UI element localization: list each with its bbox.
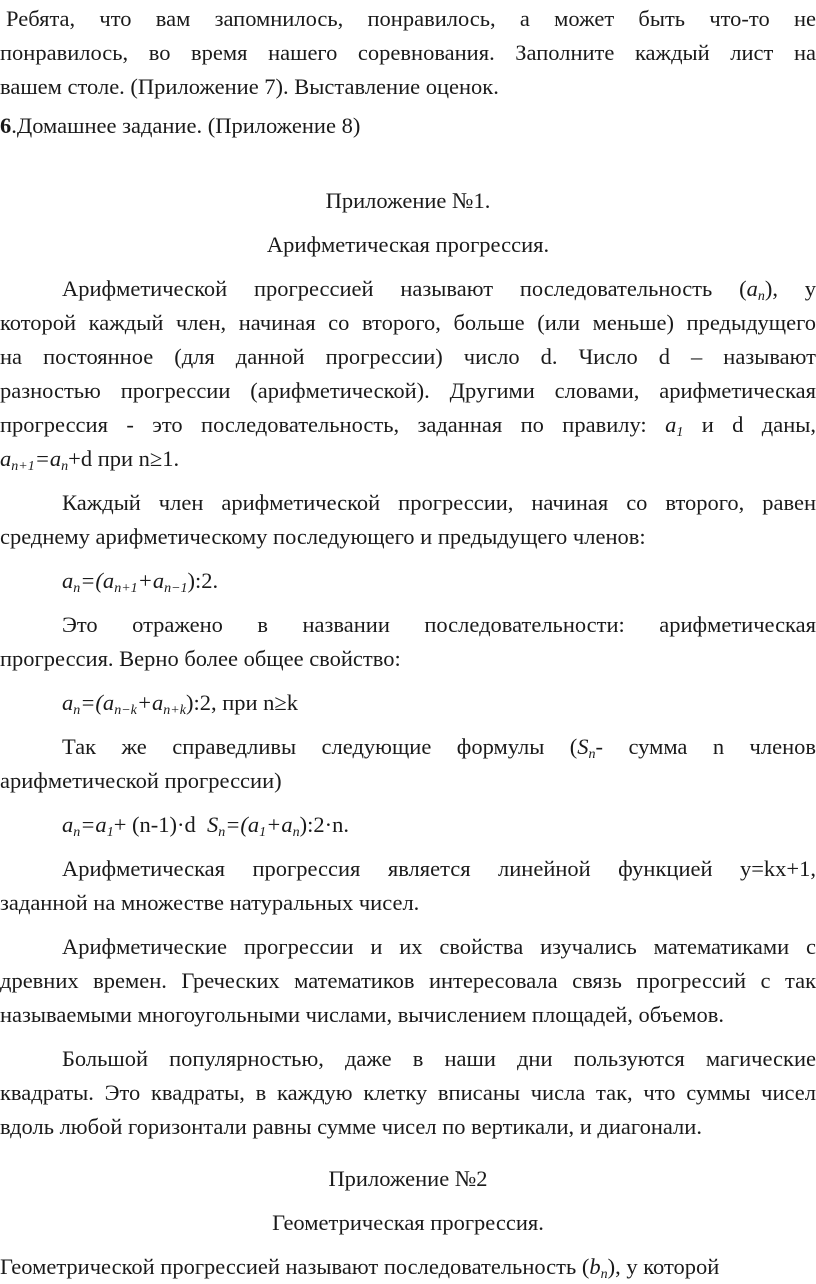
formula-mean-tail: ):2. xyxy=(187,568,219,593)
formula-b-n: $b_n$ xyxy=(589,1254,608,1282)
homework-text: .Домашнее задание. (Приложение 8) xyxy=(11,113,361,138)
formula-s-n: $S_n$ xyxy=(577,734,596,762)
app1-p1-line-2: которой каждый член, начиная со второго, больше (или меньше) предыдущего xyxy=(0,310,816,335)
app1-p5-line-1: Арифметическая прогрессия является линейной функцией y=kx+1, xyxy=(62,856,816,881)
app1-p7-line-1: Большой популярностью, даже в наши дни пользуются магические xyxy=(62,1046,816,1071)
app1-p1-text-a: Арифметической прогрессией называют последовательность ( xyxy=(62,276,747,301)
formula-sum-tail: ):2·n. xyxy=(299,812,349,837)
intro-line-3: вашем столе. (Приложение 7). Выставление оценок. xyxy=(0,74,499,99)
app1-p1-line-5 xyxy=(0,408,816,442)
formula-general-tail: ):2, при n≥k xyxy=(185,690,299,715)
intro-line-1: Ребята, что вам запомнилось, понравилось, а может быть что-то не xyxy=(6,6,816,31)
app1-p6-line-1: Арифметические прогрессии и их свойства изучались математиками с xyxy=(62,934,816,959)
formula-mean-expr: $a_n=(a_{n+1}+a_{n-1}$ xyxy=(62,568,188,596)
appendix-1-title: Арифметическая прогрессия. xyxy=(266,232,550,257)
app1-p4-text-b: - сумма n членов xyxy=(595,734,816,759)
appendix-2-title: Геометрическая прогрессия. xyxy=(272,1210,544,1235)
formula-general-expr: $a_n=(a_{n-k}+a_{n+k}$ xyxy=(62,690,186,718)
app1-p1-line-3: на постоянное (для данной прогрессии) число d. Число d – называют xyxy=(0,344,816,369)
app1-p2-line-2: среднему арифметическому последующего и предыдущего членов: xyxy=(0,524,646,549)
app1-p1-text-b: ), у xyxy=(764,276,816,301)
app1-p1-line-6 xyxy=(0,442,816,476)
app1-p1-text-e: +d при n≥1. xyxy=(68,446,180,471)
formula-general xyxy=(0,686,816,720)
homework-number: 6 xyxy=(0,113,12,138)
app2-p1-text-a: Геометрической прогрессией называют последовательность ( xyxy=(0,1254,590,1279)
formula-sum-expr: $S_n=(a_1+a_n$ xyxy=(206,812,300,840)
app1-p2-line-1: Каждый член арифметической прогрессии, начиная со второго, равен xyxy=(62,490,816,515)
appendix-2-heading: Приложение №2 xyxy=(328,1166,488,1191)
app1-p4-line-1 xyxy=(0,730,816,764)
app1-p4-text-a: Так же справедливы следующие формулы ( xyxy=(62,734,578,759)
formula-nth-tail: + (n-1)·d xyxy=(113,812,196,837)
formula-recurrence: $a_{n+1}=a_n$ xyxy=(0,446,69,474)
app1-p1-line-4: разностью прогрессии (арифметической). Другими словами, арифметическая xyxy=(0,378,816,403)
formula-a-n: $a_n$ xyxy=(746,276,765,304)
app1-p7-line-2: квадраты. Это квадраты, в каждую клетку вписаны числа так, что суммы чисел xyxy=(0,1080,816,1105)
homework-line xyxy=(0,109,816,143)
app2-p1-text-b: ), у которой xyxy=(607,1254,720,1279)
appendix-1-heading: Приложение №1. xyxy=(325,188,491,213)
app1-p4-line-2: арифметической прогрессии) xyxy=(0,768,282,793)
app1-p5-line-2: заданной на множестве натуральных чисел. xyxy=(0,890,420,915)
app1-p1-text-c: прогрессия - это последовательность, заданная по правилу: xyxy=(0,412,666,437)
formula-nth-and-sum xyxy=(0,808,816,842)
intro-line-2: понравилось, во время нашего соревнования. Заполните каждый лист на xyxy=(0,40,816,65)
app1-p7-line-3: вдоль любой горизонтали равны сумме чисел по вертикали, и диагонали. xyxy=(0,1114,702,1139)
app2-p1-line-1 xyxy=(0,1250,816,1284)
formula-nth-expr: $a_n=a_1$ xyxy=(62,812,114,840)
app1-p1-text-d: и d даны, xyxy=(683,412,816,437)
formula-mean xyxy=(0,564,816,598)
app1-p3-line-1: Это отражено в названии последовательности: арифметическая xyxy=(62,612,816,637)
app1-p6-line-2: древних времен. Греческих математиков интересовала связь прогрессий с так xyxy=(0,968,816,993)
app1-p3-line-2: прогрессия. Верно более общее свойство: xyxy=(0,646,401,671)
app1-p1-line-1 xyxy=(0,272,816,306)
formula-a-1: $a_1$ xyxy=(665,412,684,440)
app1-p6-line-3: называемыми многоугольными числами, вычислением площадей, объемов. xyxy=(0,1002,724,1027)
